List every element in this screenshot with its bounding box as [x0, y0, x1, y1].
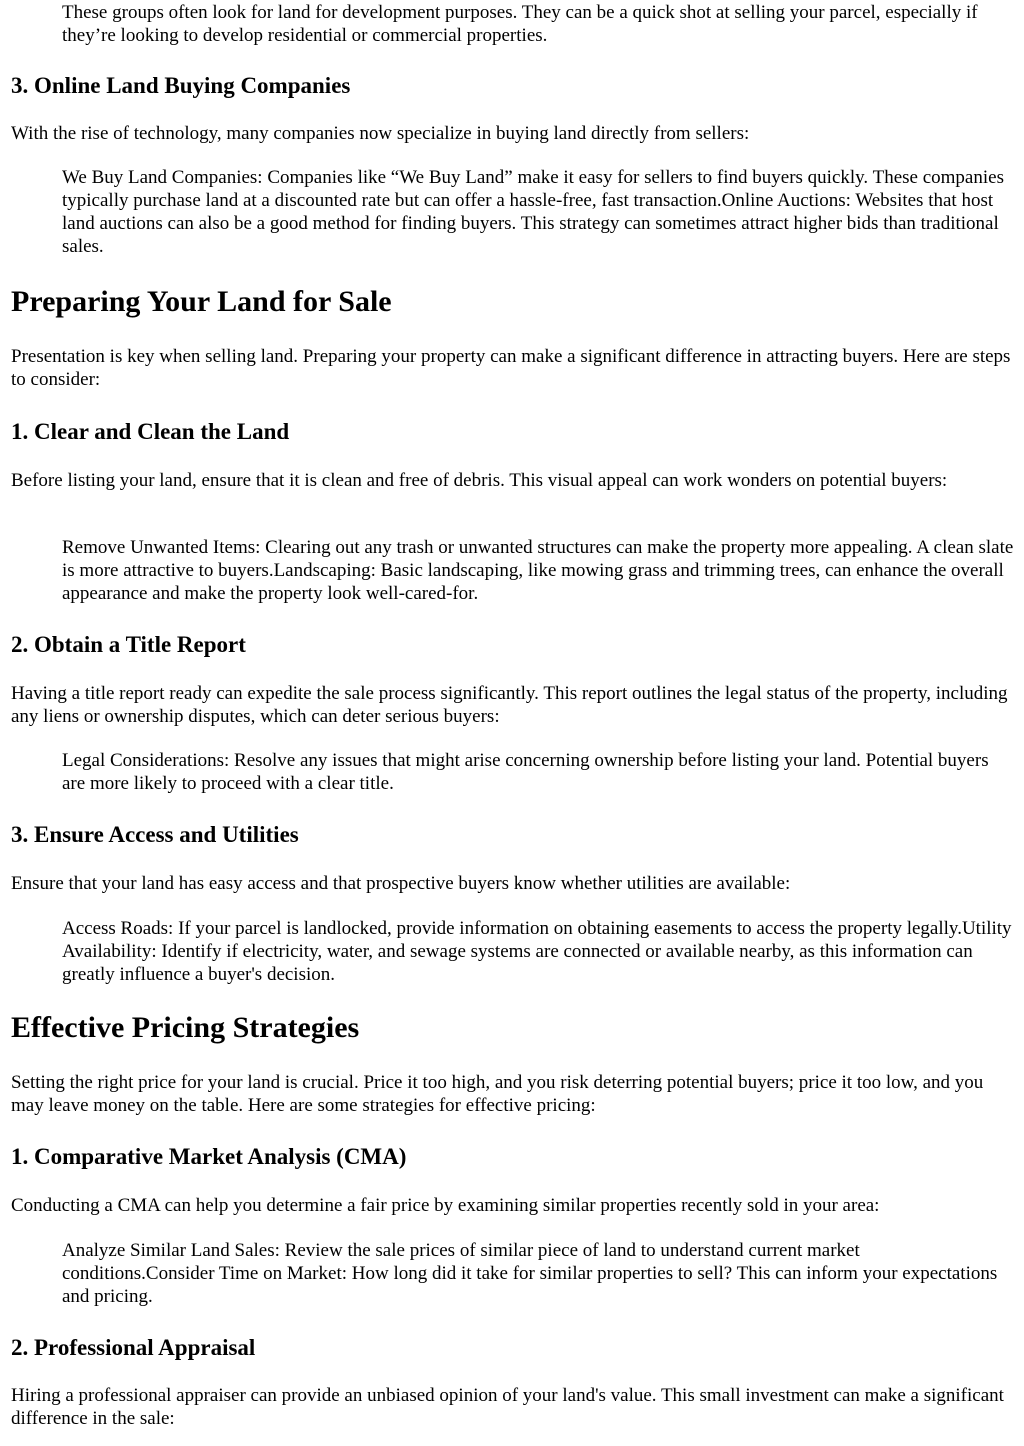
online-companies-blockquote: We Buy Land Companies: Companies like “We Buy Land” make it easy for sellers to find buyers quickly. These companies typically purchase land at a discounted rate but can offer a hassle-free, fast transaction.Online Auctions: Websites that host land auctions can also be a good method for finding buyers. This strategy can sometimes attract higher bids than traditional sales. [62, 167, 1004, 257]
cma-blockquote: Analyze Similar Land Sales: Review the sale prices of similar piece of land to understand current market conditions.Consider Time on Market: How long did it take for similar properties to sell? This can inform your expectations and pricing. [62, 1240, 998, 1307]
section-heading-title-report: 2. Obtain a Title Report [11, 632, 246, 657]
section-heading-cma: 1. Comparative Market Analysis (CMA) [11, 1144, 407, 1169]
access-utilities-blockquote: Access Roads: If your parcel is landlocked, provide information on obtaining easements to access the property legally.Utility Availability: Identify if electricity, water, and sewage systems are connected or available nearby, as this information can greatly influence a buyer's decision. [62, 918, 1012, 985]
intro-blockquote: These groups often look for land for development purposes. They can be a quick shot at selling your parcel, especially if they’re looking to develop residential or commercial properties. [62, 2, 978, 46]
section-heading-pricing: Effective Pricing Strategies [11, 1011, 360, 1044]
clear-land-blockquote: Remove Unwanted Items: Clearing out any trash or unwanted structures can make the property more appealing. A clean slate is more attractive to buyers.Landscaping: Basic landscaping, like mowing grass and trimming trees, can enhance the overall appearance and make the property look well-cared-for. [62, 537, 1014, 604]
online-companies-paragraph: With the rise of technology, many companies now specialize in buying land directly from sellers: [11, 123, 750, 144]
title-report-paragraph: Having a title report ready can expedite the sale process significantly. This report outlines the legal status of the property, including any liens or ownership disputes, which can deter serious buyers: [11, 683, 1008, 727]
section-heading-online-companies: 3. Online Land Buying Companies [11, 73, 351, 98]
appraisal-paragraph: Hiring a professional appraiser can provide an unbiased opinion of your land's value. This small investment can make a significant difference in the sale: [11, 1385, 1004, 1429]
section-heading-preparing: Preparing Your Land for Sale [11, 285, 392, 318]
pricing-paragraph: Setting the right price for your land is crucial. Price it too high, and you risk deterring potential buyers; price it too low, and you may leave money on the table. Here are some strategies for effective pricing: [11, 1072, 984, 1116]
preparing-paragraph: Presentation is key when selling land. Preparing your property can make a significant difference in attracting buyers. Here are steps to consider: [11, 346, 1011, 390]
clear-land-paragraph: Before listing your land, ensure that it is clean and free of debris. This visual appeal can work wonders on potential buyers: [11, 470, 948, 491]
section-heading-clear-land: 1. Clear and Clean the Land [11, 419, 290, 444]
title-report-blockquote: Legal Considerations: Resolve any issues that might arise concerning ownership before listing your land. Potential buyers are more likely to proceed with a clear title. [62, 750, 989, 794]
access-utilities-paragraph: Ensure that your land has easy access and that prospective buyers know whether utilities are available: [11, 873, 791, 894]
section-heading-appraisal: 2. Professional Appraisal [11, 1335, 256, 1360]
cma-paragraph: Conducting a CMA can help you determine a fair price by examining similar properties recently sold in your area: [11, 1195, 880, 1216]
section-heading-access-utilities: 3. Ensure Access and Utilities [11, 822, 299, 847]
